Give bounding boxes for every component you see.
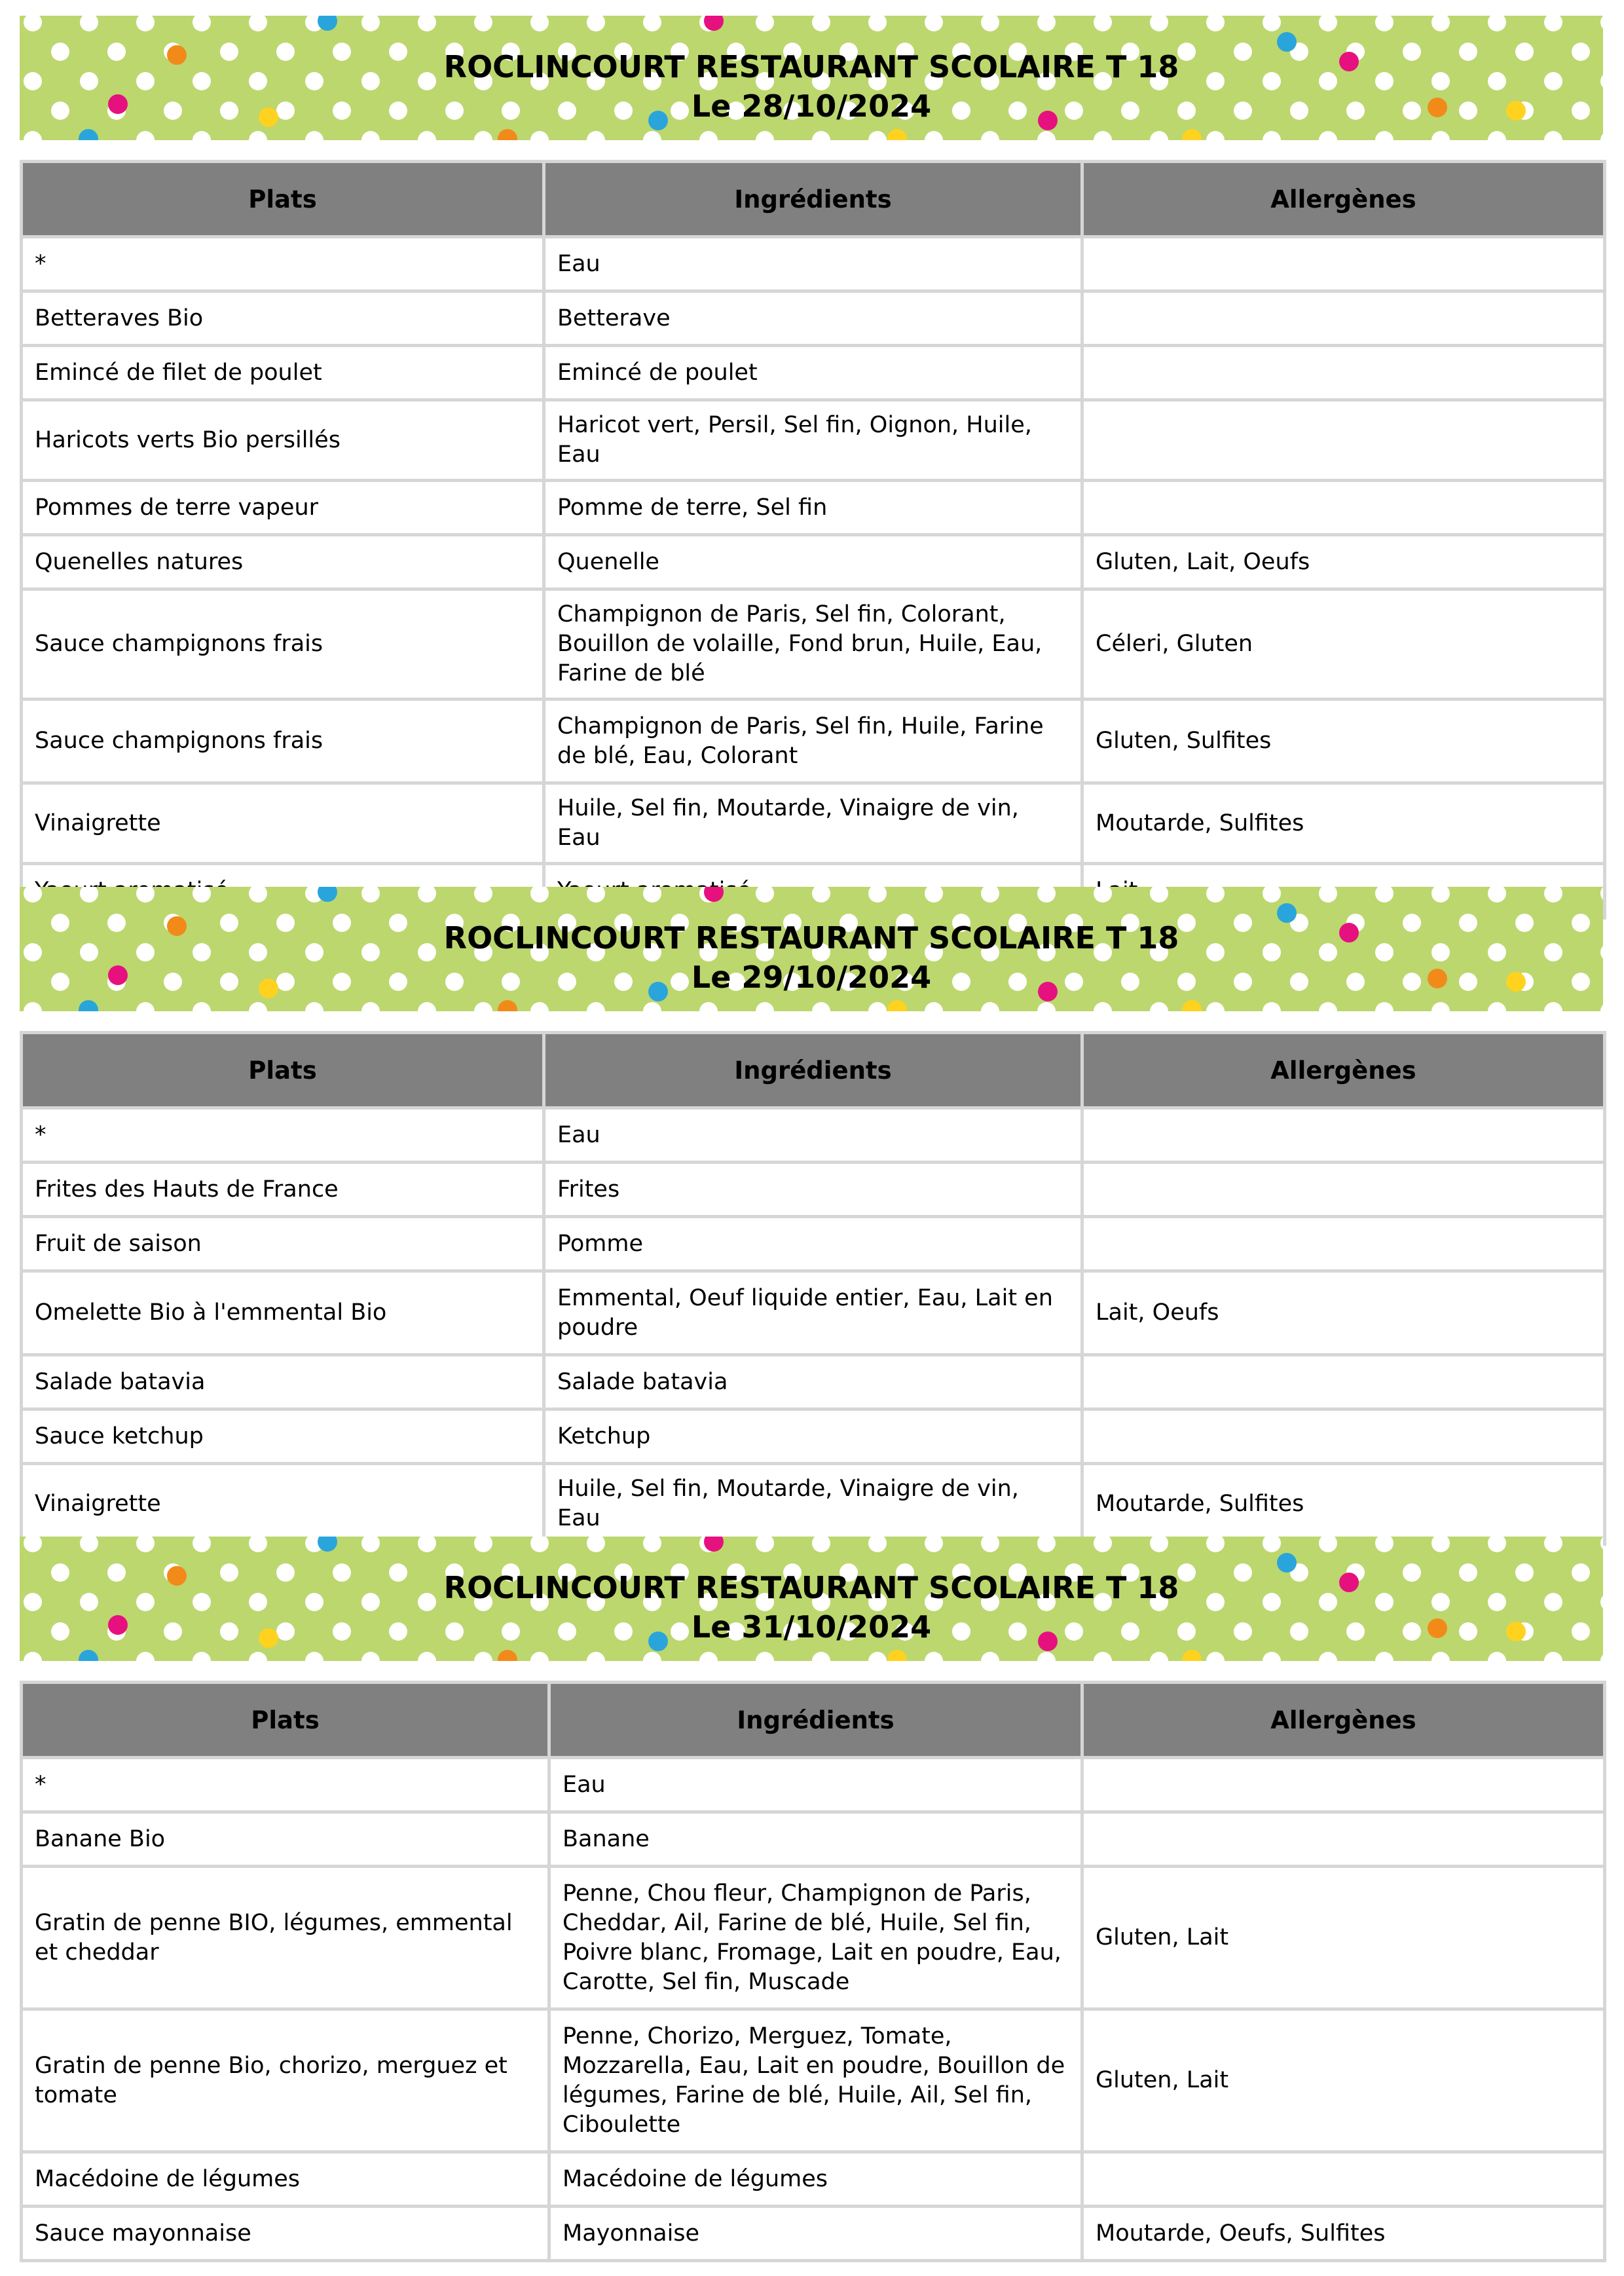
table-row <box>22 1758 1605 1812</box>
ingredients-cell: Champignon de Paris, Sel fin, Huile, Farine de blé, Eau, Colorant <box>544 700 1082 783</box>
ingredients-cell: Frites <box>544 1163 1082 1217</box>
menu-date: Le 28/10/2024 <box>691 88 932 124</box>
ingredients-cell: Champignon de Paris, Sel fin, Colorant, Bouillon de volaille, Fond brun, Huile, Eau, Farine de blé <box>544 589 1082 700</box>
table-header-row <box>22 1683 1605 1758</box>
header-ingredients: Ingrédients <box>549 1683 1082 1758</box>
table-row <box>22 1867 1605 2009</box>
plat-cell: Sauce champignons frais <box>22 700 544 783</box>
table-row <box>22 1108 1605 1163</box>
banner-heading <box>20 47 1603 126</box>
allergenes-cell: Moutarde, Sulfites <box>1082 783 1605 864</box>
ingredients-cell: Emmental, Oeuf liquide entier, Eau, Lait en poudre <box>544 1271 1082 1355</box>
allergenes-cell <box>1082 1409 1605 1464</box>
banner-heading <box>20 1568 1603 1647</box>
allergenes-cell: Lait, Oeufs <box>1082 1271 1605 1355</box>
table-row <box>22 1163 1605 1217</box>
table-header-row <box>22 162 1605 237</box>
restaurant-title: ROCLINCOURT RESTAURANT SCOLAIRE T 18 <box>443 1570 1179 1605</box>
table-row <box>22 1812 1605 1867</box>
table-row <box>22 783 1605 864</box>
day-section-2 <box>20 887 1603 1531</box>
day-section-1 <box>20 16 1603 851</box>
table-row <box>22 291 1605 346</box>
ingredients-cell: Betterave <box>544 291 1082 346</box>
allergenes-cell <box>1082 237 1605 291</box>
plat-cell: Macédoine de légumes <box>22 2152 549 2207</box>
table-row <box>22 2152 1605 2207</box>
day-section-3 <box>20 1537 1603 2247</box>
table-row <box>22 2009 1605 2152</box>
menu-table <box>20 160 1606 920</box>
allergenes-cell: Céleri, Gluten <box>1082 589 1605 700</box>
table-row <box>22 700 1605 783</box>
table-row <box>22 2207 1605 2261</box>
plat-cell: Gratin de penne BIO, légumes, emmental et cheddar <box>22 1867 549 2009</box>
ingredients-cell: Haricot vert, Persil, Sel fin, Oignon, Huile, Eau <box>544 400 1082 481</box>
table-row <box>22 1464 1605 1544</box>
plat-cell: Emincé de filet de poulet <box>22 346 544 400</box>
allergenes-cell <box>1082 1355 1605 1409</box>
plat-cell: Sauce champignons frais <box>22 589 544 700</box>
day-banner <box>20 16 1603 140</box>
menu-table <box>20 1681 1606 2262</box>
plat-cell: Gratin de penne Bio, chorizo, merguez et tomate <box>22 2009 549 2152</box>
allergenes-cell: Gluten, Lait <box>1082 2009 1605 2152</box>
plat-cell: Haricots verts Bio persillés <box>22 400 544 481</box>
plat-cell: Betteraves Bio <box>22 291 544 346</box>
table-row <box>22 1217 1605 1271</box>
allergenes-cell <box>1082 1217 1605 1271</box>
ingredients-cell: Pomme de terre, Sel fin <box>544 481 1082 535</box>
plat-cell: Banane Bio <box>22 1812 549 1867</box>
ingredients-cell: Quenelle <box>544 535 1082 589</box>
allergenes-cell <box>1082 291 1605 346</box>
table-row <box>22 400 1605 481</box>
ingredients-cell: Salade batavia <box>544 1355 1082 1409</box>
header-allergenes: Allergènes <box>1082 1033 1605 1108</box>
header-ingredients: Ingrédients <box>544 162 1082 237</box>
allergenes-cell: Gluten, Sulfites <box>1082 700 1605 783</box>
header-allergenes: Allergènes <box>1082 1683 1605 1758</box>
allergenes-cell <box>1082 400 1605 481</box>
plat-cell: * <box>22 1108 544 1163</box>
allergenes-cell: Moutarde, Sulfites <box>1082 1464 1605 1544</box>
banner-heading <box>20 918 1603 997</box>
plat-cell: Salade batavia <box>22 1355 544 1409</box>
menu-date: Le 29/10/2024 <box>691 960 932 995</box>
header-ingredients: Ingrédients <box>544 1033 1082 1108</box>
table-row <box>22 237 1605 291</box>
header-plats: Plats <box>22 162 544 237</box>
allergenes-cell <box>1082 2152 1605 2207</box>
ingredients-cell: Huile, Sel fin, Moutarde, Vinaigre de vin, Eau <box>544 1464 1082 1544</box>
ingredients-cell: Pomme <box>544 1217 1082 1271</box>
plat-cell: * <box>22 237 544 291</box>
allergenes-cell <box>1082 481 1605 535</box>
day-banner <box>20 1537 1603 1661</box>
allergenes-cell: Gluten, Lait, Oeufs <box>1082 535 1605 589</box>
ingredients-cell: Penne, Chou fleur, Champignon de Paris, Cheddar, Ail, Farine de blé, Huile, Sel fin, Poivre blanc, Fromage, Lait en poudre, Eau, Carotte, Sel fin, Muscade <box>549 1867 1082 2009</box>
table-header-row <box>22 1033 1605 1108</box>
table-row <box>22 535 1605 589</box>
header-plats: Plats <box>22 1683 549 1758</box>
ingredients-cell: Banane <box>549 1812 1082 1867</box>
table-row <box>22 481 1605 535</box>
menu-date: Le 31/10/2024 <box>691 1609 932 1645</box>
ingredients-cell: Macédoine de légumes <box>549 2152 1082 2207</box>
plat-cell: Fruit de saison <box>22 1217 544 1271</box>
ingredients-cell: Eau <box>544 237 1082 291</box>
plat-cell: Omelette Bio à l'emmental Bio <box>22 1271 544 1355</box>
restaurant-title: ROCLINCOURT RESTAURANT SCOLAIRE T 18 <box>443 49 1179 84</box>
plat-cell: * <box>22 1758 549 1812</box>
allergenes-cell <box>1082 346 1605 400</box>
allergenes-cell: Gluten, Lait <box>1082 1867 1605 2009</box>
ingredients-cell: Ketchup <box>544 1409 1082 1464</box>
table-row <box>22 346 1605 400</box>
ingredients-cell: Emincé de poulet <box>544 346 1082 400</box>
plat-cell: Sauce mayonnaise <box>22 2207 549 2261</box>
allergenes-cell <box>1082 1758 1605 1812</box>
allergenes-cell: Moutarde, Oeufs, Sulfites <box>1082 2207 1605 2261</box>
ingredients-cell: Eau <box>544 1108 1082 1163</box>
header-allergenes: Allergènes <box>1082 162 1605 237</box>
plat-cell: Frites des Hauts de France <box>22 1163 544 1217</box>
ingredients-cell: Penne, Chorizo, Merguez, Tomate, Mozzarella, Eau, Lait en poudre, Bouillon de légumes, Farine de blé, Huile, Ail, Sel fin, Ciboulette <box>549 2009 1082 2152</box>
plat-cell: Vinaigrette <box>22 1464 544 1544</box>
allergenes-cell <box>1082 1163 1605 1217</box>
table-row <box>22 589 1605 700</box>
ingredients-cell: Huile, Sel fin, Moutarde, Vinaigre de vin, Eau <box>544 783 1082 864</box>
allergenes-cell <box>1082 1812 1605 1867</box>
table-row <box>22 1271 1605 1355</box>
day-banner <box>20 887 1603 1011</box>
allergenes-cell <box>1082 1108 1605 1163</box>
ingredients-cell: Mayonnaise <box>549 2207 1082 2261</box>
ingredients-cell: Eau <box>549 1758 1082 1812</box>
restaurant-title: ROCLINCOURT RESTAURANT SCOLAIRE T 18 <box>443 920 1179 956</box>
plat-cell: Vinaigrette <box>22 783 544 864</box>
menu-table <box>20 1031 1606 1546</box>
plat-cell: Sauce ketchup <box>22 1409 544 1464</box>
table-row <box>22 1355 1605 1409</box>
plat-cell: Pommes de terre vapeur <box>22 481 544 535</box>
table-row <box>22 1409 1605 1464</box>
plat-cell: Quenelles natures <box>22 535 544 589</box>
header-plats: Plats <box>22 1033 544 1108</box>
